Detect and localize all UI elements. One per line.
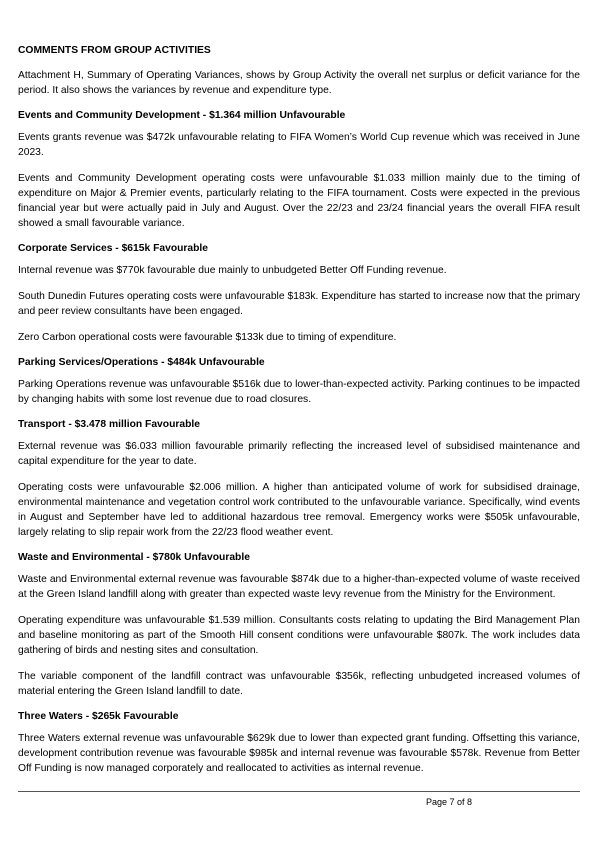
section-title: Parking Services/Operations - $484k Unfavourable (18, 357, 265, 368)
section-paragraph: Operating costs were unfavourable $2.006 million. A higher than anticipated volume of work for subsidised drainage, environmental maintenance and vegetation control work contributed to the unfavourable variance. Specifically, wind events in August and September have led to additional hazardous tree removal. Emergency works were $505k unfavourable, largely relating to slip repair work from the 22/23 flood weather event. (18, 482, 580, 538)
section-title: Waste and Environmental - $780k Unfavourable (18, 552, 250, 563)
section-title: Events and Community Development - $1.364 million Unfavourable (18, 110, 346, 121)
document-heading: COMMENTS FROM GROUP ACTIVITIES (18, 45, 211, 56)
footer-divider (18, 791, 580, 792)
intro-paragraph: Attachment H, Summary of Operating Variances, shows by Group Activity the overall net surplus or deficit variance for the period. It also shows the variances by revenue and expenditure type. (18, 70, 580, 96)
section-paragraph: Parking Operations revenue was unfavourable $516k due to lower-than-expected activity. Parking continues to be impacted by changing habits with some lost revenue due to road closures. (18, 379, 580, 405)
section-title: Transport - $3.478 million Favourable (18, 419, 200, 430)
document-body (18, 44, 580, 787)
section-paragraph: Three Waters external revenue was unfavourable $629k due to lower than expected grant funding. Offsetting this variance, development contribution revenue was favourable $985k and internal revenue was favourable $578k. Revenue from Better Off Funding is now managed corporately and reallocated to activities as internal revenue. (18, 733, 580, 774)
section-corporate (18, 242, 580, 345)
section-paragraph: The variable component of the landfill contract was unfavourable $356k, reflecting unbudgeted increased volumes of material entering the Green Island landfill to date. (18, 671, 580, 697)
section-paragraph: Internal revenue was $770k favourable due mainly to unbudgeted Better Off Funding revenue. (18, 265, 447, 276)
section-paragraph: External revenue was $6.033 million favourable primarily reflecting the increased level of subsidised maintenance and capital expenditure for the year to date. (18, 441, 580, 467)
section-paragraph: Operating expenditure was unfavourable $1.539 million. Consultants costs relating to updating the Bird Management Plan and baseline monitoring as part of the Smooth Hill consent conditions were unfavourable $807k. The work includes data gathering of birds and nesting sites and consultation. (18, 615, 580, 656)
section-paragraph: South Dunedin Futures operating costs were unfavourable $183k. Expenditure has started to increase now that the primary and peer review consultants have been engaged. (18, 291, 580, 317)
section-paragraph: Waste and Environmental external revenue was favourable $874k due to a higher-than-expected volume of waste received at the Green Island landfill along with greater than expected waste levy revenue from the Ministry for the Environment. (18, 574, 580, 600)
section-title: Three Waters - $265k Favourable (18, 711, 179, 722)
section-transport (18, 418, 580, 540)
section-waste (18, 551, 580, 699)
section-paragraph: Zero Carbon operational costs were favourable $133k due to timing of expenditure. (18, 332, 397, 343)
section-title: Corporate Services - $615k Favourable (18, 243, 209, 254)
section-parking (18, 356, 580, 407)
section-paragraph: Events and Community Development operating costs were unfavourable $1.033 million mainly due to the timing of expenditure on Major & Premier events, particularly relating to the FIFA tournament. Costs were expected in the previous financial year but were actually paid in July and August. Over the 22/23 and 23/24 financial years the overall FIFA result showed a small favourable variance. (18, 173, 580, 229)
page-number: Page 7 of 8 (426, 797, 473, 807)
section-events (18, 109, 580, 231)
section-paragraph: Events grants revenue was $472k unfavourable relating to FIFA Women’s World Cup revenue which was received in June 2023. (18, 132, 580, 158)
section-three-waters (18, 710, 580, 776)
